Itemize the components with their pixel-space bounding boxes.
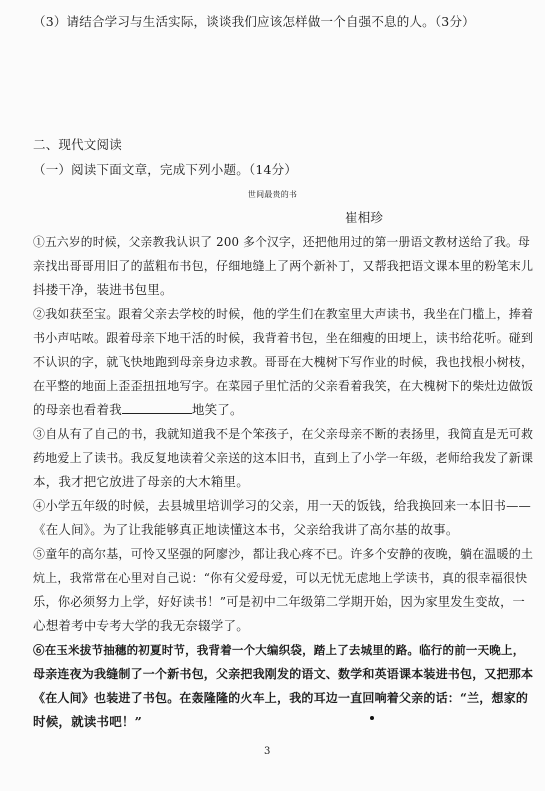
page-number: 3	[264, 746, 271, 757]
paragraph-2-line-4: 在平整的地面上歪歪扭扭地写字。在菜园子里忙活的父亲看着我笑，在大槐树下的柴灶边做饭	[33, 379, 534, 393]
paragraph-1-line-1: ①五六岁的时候，父亲教我认识了 200 多个汉字，还把他用过的第一册语文教材送给了我。母	[33, 235, 530, 249]
paragraph-3-line-2: 药地爱上了读书。我反复地读着父亲送的这本旧书，直到上了小学一年级，老师给我发了新课	[33, 451, 534, 465]
paragraph-2-line-1: ②我如获至宝。跟着父亲去学校的时候，他的学生们在教室里大声读书，我坐在门槛上，捧着	[33, 307, 534, 321]
paragraph-5-line-3: 乐，你必须努力上学，好好读书！”可是初中二年级第二学期开始，因为家里发生变故，一	[33, 595, 526, 609]
sub-instruction: （一）阅读下面文章，完成下列小题。（14分）	[33, 162, 298, 177]
paragraph-6-line-1: ⑥在玉米拔节抽穗的初夏时节，我背着一个大编织袋，踏上了去城里的路。临行的前一天晚上，	[33, 643, 525, 657]
paragraph-2-line-5-start: 的母亲也看着我	[33, 402, 122, 417]
paragraph-6-line-2: 母亲连夜为我缝制了一个新书包，父亲把我刚发的语文、数学和英语课本装进书包，又把那本	[33, 667, 534, 681]
paragraph-1-line-3: 抖搂干净，装进书包里。	[33, 282, 173, 297]
paragraph-2-line-2: 书小声咕哝。跟着母亲下地干活的时候，我背着书包，坐在细瘦的田埂上，读书给花听。碰到	[33, 331, 534, 345]
paragraph-4-line-1: ④小学五年级的时候，去县城里培训学习的父亲，用一天的饭钱，给我换回来一本旧书——	[33, 499, 531, 513]
paragraph-5-line-4: 心想着考中专考大学的我无奈辍学了。	[33, 618, 249, 633]
paragraph-5-line-1: ⑤童年的高尔基，可怜又坚强的阿廖沙，都让我心疼不已。许多个安静的夜晚，躺在温暖的土	[33, 547, 534, 561]
paragraph-6-line-4: 时候，就读书吧！”	[33, 714, 142, 729]
paragraph-2-line-5-end: 地笑了。	[191, 402, 243, 417]
paragraph-2-line-5	[33, 402, 243, 418]
paragraph-1-line-2: 亲找出哥哥用旧了的蓝粗布书包，仔细地缝上了两个新补丁，又帮我把语文课本里的粉笔末儿	[33, 259, 534, 273]
article-author: 崔相珍	[345, 210, 384, 225]
fill-in-blank	[122, 403, 192, 414]
section-heading: 二、现代文阅读	[33, 137, 122, 152]
paragraph-3-line-1: ③自从有了自己的书，我就知道我不是个笨孩子，在父亲母亲不断的表扬里，我简直是无可救	[33, 427, 534, 441]
ink-speck	[370, 716, 374, 720]
paragraph-6-line-3: 《在人间》也装进了书包。在轰隆隆的火车上，我的耳边一直回响着父亲的话：“兰，想家的	[33, 691, 529, 705]
question-3: （3）请结合学习与生活实际，谈谈我们应该怎样做一个自强不息的人。（3分）	[33, 14, 475, 29]
paragraph-2-line-3: 不认识的字，就飞快地跑到母亲身边求教。哥哥在大槐树下写作业的时候，我也找根小树枝，	[33, 355, 534, 369]
article-title: 世间最贵的书	[247, 190, 298, 199]
paragraph-5-line-2: 炕上，我常常在心里对自己说：“你有父爱母爱，可以无忧无虑地上学读书，真的很幸福很快	[33, 571, 528, 585]
paragraph-4-line-2: 《在人间》。为了让我能够真正地读懂这本书，父亲给我讲了高尔基的故事。	[33, 522, 459, 537]
paragraph-3-line-3: 本，我才把它放进了母亲的大木箱里。	[33, 474, 249, 489]
